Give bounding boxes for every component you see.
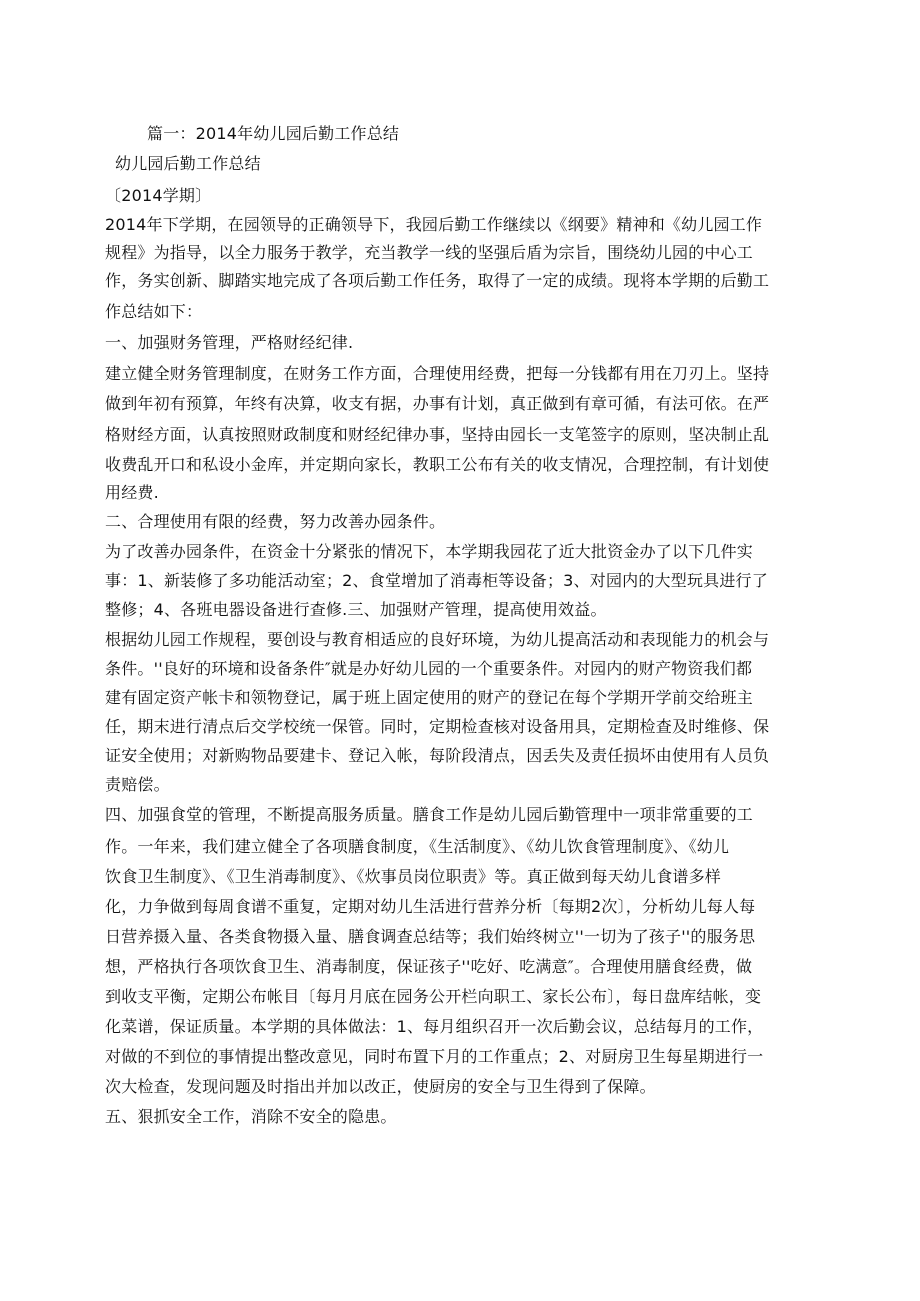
body-line: 事：1、新装修了多功能活动室；2、食堂增加了消毒柜等设备；3、对园内的大型玩具进行了 [105,571,768,590]
body-line: 作总结如下： [105,302,203,321]
body-line: 作。一年来，我们建立健全了各项膳食制度，《生活制度》、《幼儿饮食管理制度》、《幼儿 [105,837,730,856]
body-line: 做到年初有预算，年终有决算，收支有据，办事有计划，真正做到有章可循，有法可依。在严 [105,394,770,413]
body-line: 根据幼儿园工作规程，要创设与教育相适应的良好环境，为幼儿提高活动和表现能力的机会与 [105,630,770,649]
body-line: 化菜谱，保证质量。本学期的具体做法：1、每月组织召开一次后勤会议，总结每月的工作， [105,1017,764,1036]
body-line: 2014年下学期，在园领导的正确领导下，我园后勤工作继续以《纲要》精神和《幼儿园工作 [105,215,763,234]
body-line: 为了改善办园条件，在资金十分紧张的情况下，本学期我园花了近大批资金办了以下几件实 [105,542,754,561]
section-heading-2: 二、合理使用有限的经费，努力改善办园条件。 [105,512,446,531]
body-line: 建有固定资产帐卡和领物登记，属于班上固定使用的财产的登记在每个学期开学前交给班主 [105,688,754,707]
body-line: 次大检查，发现问题及时指出并加以改正，使厨房的安全与卫生得到了保障。 [105,1077,656,1096]
body-line: 想，严格执行各项饮食卫生、消毒制度，保证孩子''吃好、吃满意″。合理使用膳食经费，做 [105,957,753,976]
body-line: 饮食卫生制度》、《卫生消毒制度》、《炊事员岗位职责》等。真正做到每天幼儿食谱多样 [105,867,722,886]
body-line: 建立健全财务管理制度，在财务工作方面，合理使用经费，把每一分钱都有用在刀刃上。坚持 [105,364,770,383]
body-line: 到收支平衡，定期公布帐目〔每月月底在园务公开栏向职工、家长公布〕，每日盘库结帐，变 [105,987,762,1006]
body-line: 证安全使用；对新购物品要建卡、登记入帐，每阶段清点，因丢失及责任损坏由使用有人员负 [105,746,770,765]
body-line: 作，务实创新、脚踏实地完成了各项后勤工作任务，取得了一定的成绩。现将本学期的后勤工 [105,271,770,290]
section-heading-5: 五、狠抓安全工作，消除不安全的隐患。 [105,1107,397,1126]
body-line: 日营养摄入量、各类食物摄入量、膳食调查总结等；我们始终树立''一切为了孩子''的服务思 [105,927,756,946]
term-label: 〔2014学期〕 [105,186,212,205]
body-line: 对做的不到位的事情提出整改意见，同时布置下月的工作重点；2、对厨房卫生每星期进行一 [105,1047,764,1066]
body-line: 条件。''良好的环境和设备条件″就是办好幼儿园的一个重要条件。对园内的财产物资我们都 [105,659,753,678]
document-title: 篇一：2014年幼儿园后勤工作总结 [147,124,400,143]
document-subtitle: 幼儿园后勤工作总结 [115,154,261,173]
body-line: 规程》为指导，以全力服务于教学，充当教学一线的坚强后盾为宗旨，围绕幼儿园的中心工 [105,243,754,262]
body-line: 收费乱开口和私设小金库，并定期向家长，教职工公布有关的收支情况，合理控制，有计划使 [105,455,770,474]
section-heading-4: 四、加强食堂的管理，不断提高服务质量。膳食工作是幼儿园后勤管理中一项非常重要的工 [105,805,754,824]
body-line: 责赔偿。 [105,775,170,794]
body-line: 用经费. [105,483,159,502]
section-heading-1: 一、加强财务管理，严格财经纪律. [105,333,354,352]
body-line: 化，力争做到每周食谱不重复，定期对幼儿生活进行营养分析〔每期2次〕，分析幼儿每人每 [105,897,756,916]
body-line: 任，期末进行清点后交学校统一保管。同时，定期检查核对设备用具，定期检查及时维修、保 [105,717,770,736]
body-line: 格财经方面，认真按照财政制度和财经纪律办事，坚持由园长一支笔签字的原则，坚决制止乱 [105,425,770,444]
body-line: 整修；4、各班电器设备进行查修.三、加强财产管理，提高使用效益。 [105,600,607,619]
